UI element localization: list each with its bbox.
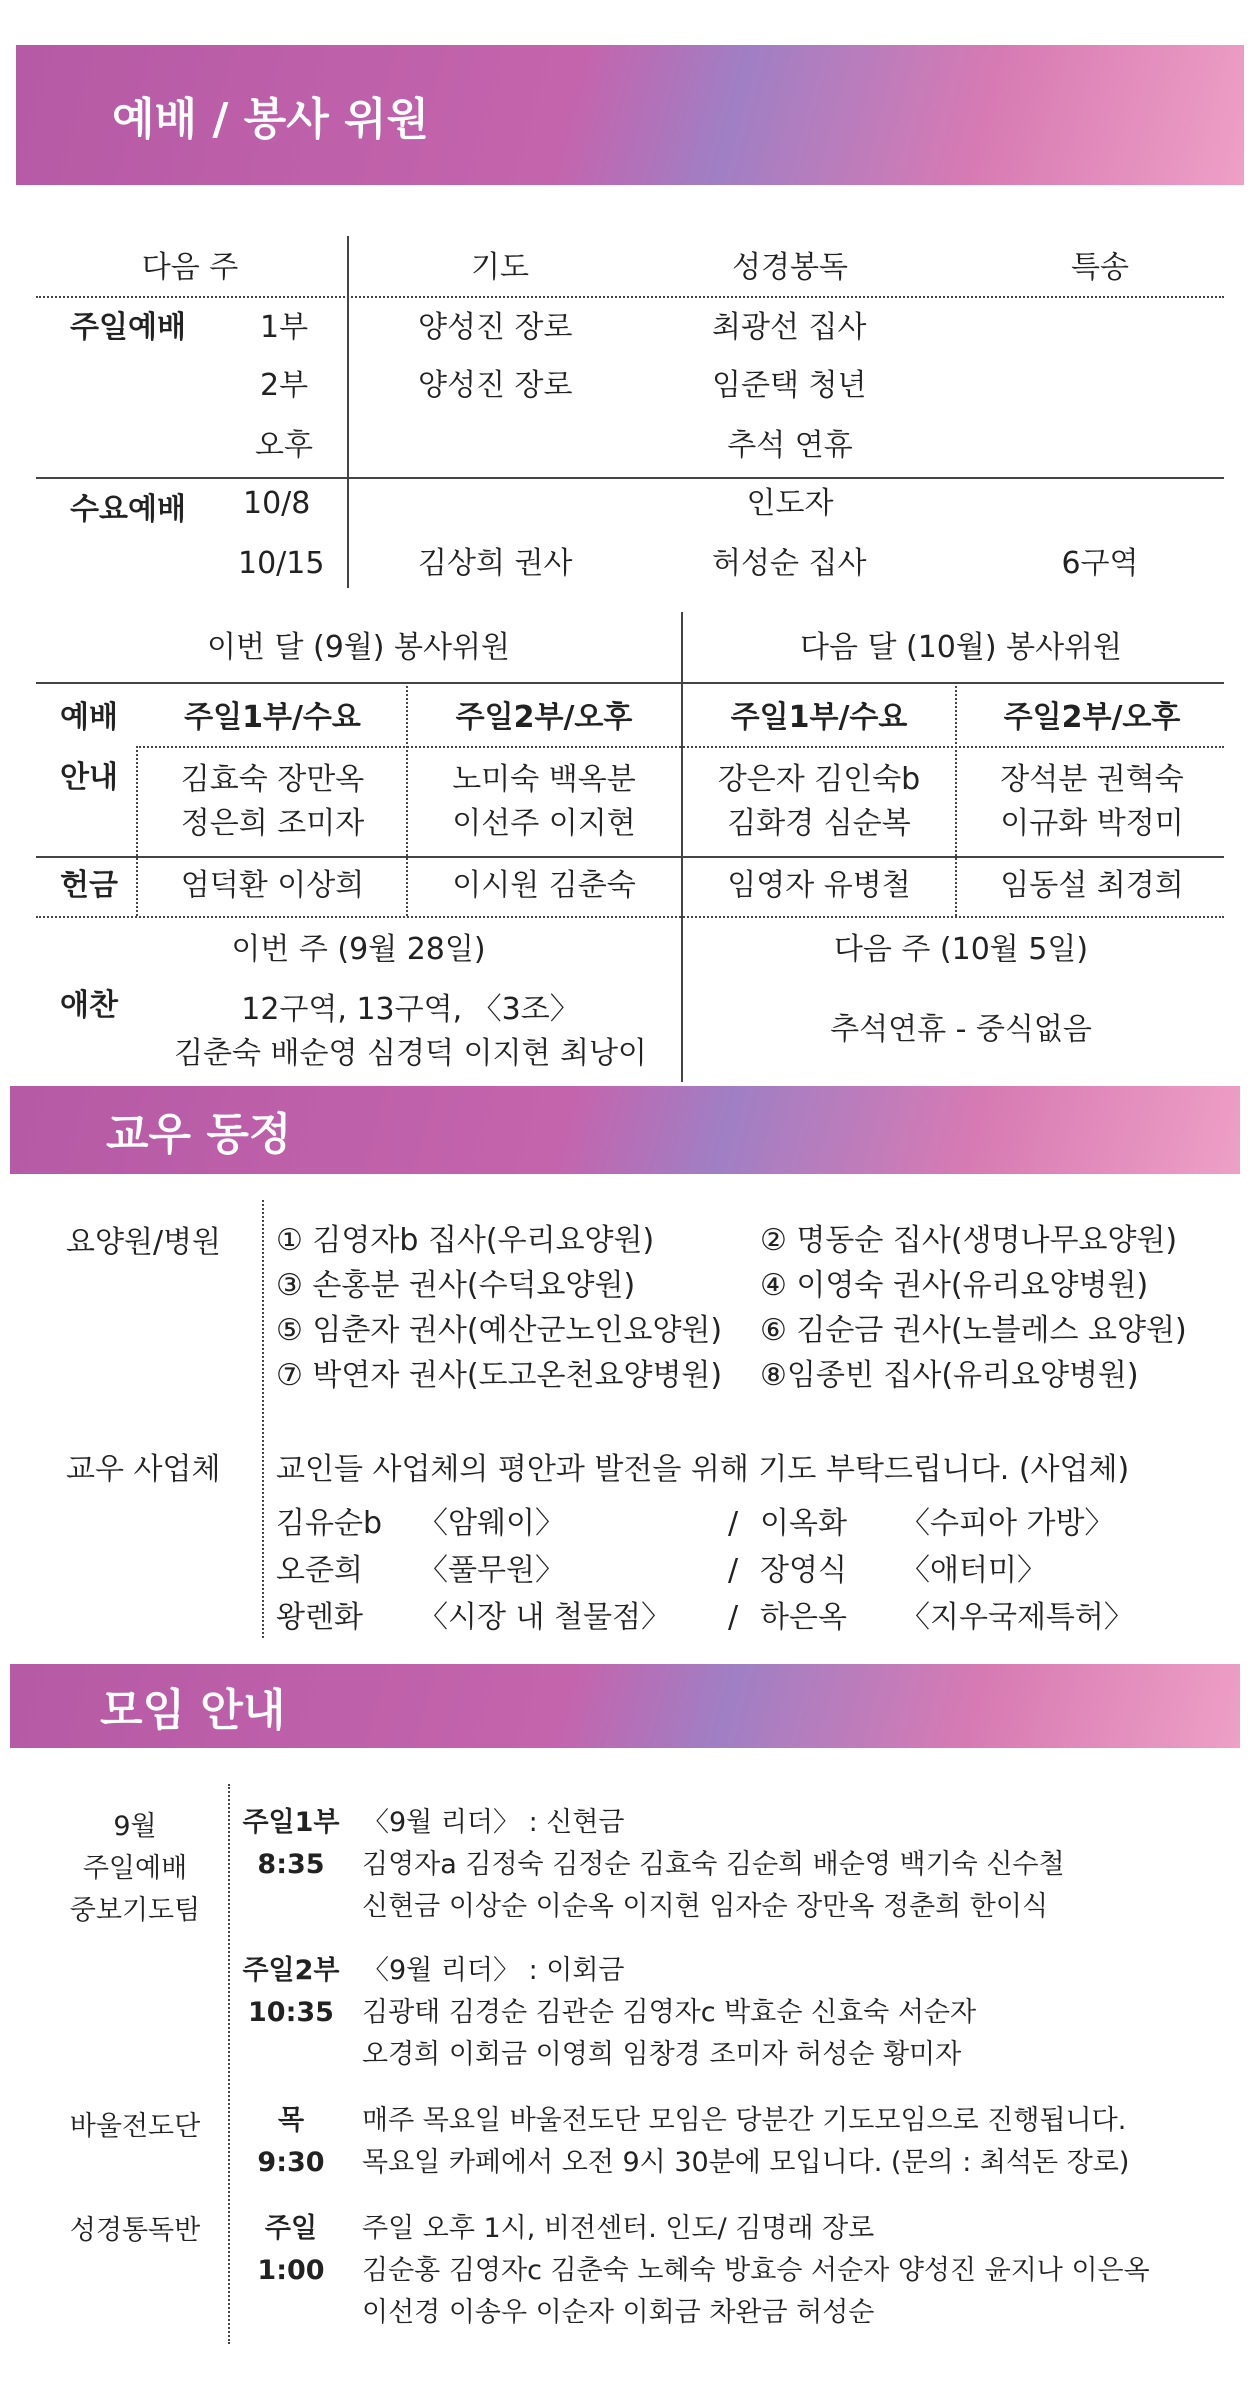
business-name: 〈풀무원〉 bbox=[418, 1553, 565, 1588]
row-prayer: 양성진 장로 bbox=[418, 368, 573, 403]
header-reading: 성경봉독 bbox=[732, 250, 848, 285]
usher-names: 노미숙 백옥분 bbox=[452, 762, 636, 797]
usher-names: 강은자 김인숙b bbox=[717, 762, 921, 797]
group-line: 〈9월 리더〉 : 신현금 bbox=[362, 1807, 625, 1838]
divider bbox=[136, 746, 1224, 748]
row-merged: 추석 연휴 bbox=[727, 428, 853, 463]
section-header-worship bbox=[16, 45, 1244, 185]
divider bbox=[36, 856, 1224, 858]
row-sub: 2부 bbox=[260, 368, 309, 403]
hospital-label: 요양원/병원 bbox=[66, 1225, 222, 1260]
prayer-team-label: 주일예배 bbox=[82, 1853, 188, 1884]
business-owner: 이옥화 bbox=[760, 1506, 847, 1541]
this-month-title: 이번 달 (9월) 봉사위원 bbox=[207, 630, 510, 665]
row-sub: 10/15 bbox=[238, 546, 325, 581]
this-week-groups: 12구역, 13구역, 〈3조〉 bbox=[241, 992, 580, 1027]
meal-label: 애찬 bbox=[60, 988, 118, 1023]
col-header: 주일1부/수요 bbox=[184, 700, 361, 735]
usher-names: 김효숙 장만옥 bbox=[180, 762, 365, 797]
next-week-note: 추석연휴 - 중식없음 bbox=[830, 1012, 1092, 1047]
business-name: 〈수피아 가방〉 bbox=[900, 1506, 1115, 1541]
row-merged: 인도자 bbox=[746, 486, 834, 521]
business-slash: / bbox=[728, 1506, 739, 1541]
hospital-item: ① 김영자b 집사(우리요양원) bbox=[276, 1223, 655, 1258]
row-sub: 1부 bbox=[260, 310, 309, 345]
hospital-item: ⑦ 박연자 권사(도고온천요양병원) bbox=[276, 1358, 723, 1393]
col-header: 주일2부/오후 bbox=[455, 700, 633, 735]
col-header: 주일2부/오후 bbox=[1003, 700, 1181, 735]
hospital-item: ⑧임종빈 집사(유리요양병원) bbox=[760, 1358, 1139, 1393]
sunday-label: 주일예배 bbox=[70, 310, 186, 345]
section-title: 예배 / 봉사 위원 bbox=[112, 94, 430, 145]
usher-names: 이선주 이지현 bbox=[452, 806, 636, 841]
header-special-song: 특송 bbox=[1071, 250, 1129, 285]
group-time: 10:35 bbox=[248, 1997, 334, 2028]
offering-names: 이시원 김춘숙 bbox=[452, 868, 636, 903]
business-owner: 하은옥 bbox=[760, 1600, 847, 1635]
divider bbox=[136, 746, 138, 916]
divider bbox=[36, 682, 1224, 684]
row-sub: 10/8 bbox=[243, 486, 311, 521]
offering-names: 임동설 최경희 bbox=[1000, 868, 1184, 903]
group-time: 8:35 bbox=[257, 1849, 325, 1880]
prayer-team-label: 9월 bbox=[113, 1811, 157, 1842]
divider bbox=[36, 477, 1224, 479]
row-reading: 최광선 집사 bbox=[712, 310, 867, 345]
row-prayer: 양성진 장로 bbox=[418, 310, 573, 345]
business-name: 〈애터미〉 bbox=[900, 1553, 1047, 1588]
bible-reading-label: 성경통독반 bbox=[69, 2215, 201, 2246]
usher-names: 이규화 박정미 bbox=[1000, 806, 1184, 841]
business-intro: 교인들 사업체의 평안과 발전을 위해 기도 부탁드립니다. (사업체) bbox=[276, 1452, 1130, 1487]
paul-team-label: 바울전도단 bbox=[69, 2111, 201, 2142]
group-time: 1:00 bbox=[257, 2255, 325, 2286]
this-week-names: 김춘숙 배순영 심경덕 이지현 최낭이 bbox=[174, 1036, 647, 1071]
row-reading: 임준택 청년 bbox=[712, 368, 867, 403]
divider bbox=[36, 916, 1224, 918]
row-sub: 오후 bbox=[255, 428, 313, 463]
group-line: 주일 오후 1시, 비전센터. 인도/ 김명래 장로 bbox=[362, 2213, 875, 2244]
group-day: 목 bbox=[277, 2105, 305, 2136]
group-line: 김영자a 김정숙 김정순 김효숙 김순희 배순영 백기숙 신수철 bbox=[362, 1849, 1065, 1880]
offering-names: 임영자 유병철 bbox=[727, 868, 911, 903]
offering-label: 헌금 bbox=[60, 868, 118, 903]
section-title: 모임 안내 bbox=[100, 1685, 286, 1736]
business-label: 교우 사업체 bbox=[66, 1452, 221, 1487]
usher-names: 장석분 권혁숙 bbox=[1000, 762, 1184, 797]
group-line: 이선경 이송우 이순자 이회금 차완금 허성순 bbox=[362, 2297, 875, 2328]
usher-names: 김화경 심순복 bbox=[727, 806, 911, 841]
divider bbox=[36, 296, 1224, 298]
row-reading: 허성순 집사 bbox=[712, 546, 867, 581]
divider bbox=[347, 236, 349, 588]
next-month-title: 다음 달 (10월) 봉사위원 bbox=[799, 630, 1123, 665]
section-header-fellowship bbox=[10, 1086, 1240, 1174]
this-week-title: 이번 주 (9월 28일) bbox=[231, 932, 486, 967]
usher-names: 정은희 조미자 bbox=[180, 806, 365, 841]
business-owner: 김유순b bbox=[276, 1506, 382, 1541]
hospital-item: ⑥ 김순금 권사(노블레스 요양원) bbox=[760, 1313, 1187, 1348]
hospital-item: ③ 손홍분 권사(수덕요양원) bbox=[276, 1268, 636, 1303]
usher-label: 예배 bbox=[60, 700, 118, 735]
group-line: 오경희 이회금 이영희 임창경 조미자 허성순 황미자 bbox=[362, 2039, 962, 2070]
col-header: 주일1부/수요 bbox=[730, 700, 908, 735]
business-name: 〈암웨이〉 bbox=[418, 1506, 565, 1541]
business-slash: / bbox=[728, 1553, 739, 1588]
prayer-team-label: 중보기도팀 bbox=[69, 1895, 201, 1926]
business-name: 〈시장 내 철물점〉 bbox=[418, 1600, 671, 1635]
business-owner: 장영식 bbox=[760, 1553, 847, 1588]
group-line: 목요일 카페에서 오전 9시 30분에 모입니다. (문의 : 최석돈 장로) bbox=[362, 2147, 1130, 2178]
divider bbox=[262, 1200, 264, 1638]
hospital-item: ② 명동순 집사(생명나무요양원) bbox=[760, 1223, 1178, 1258]
hospital-item: ④ 이영숙 권사(유리요양병원) bbox=[760, 1268, 1149, 1303]
group-line: 〈9월 리더〉 : 이회금 bbox=[362, 1955, 625, 1986]
offering-names: 엄덕환 이상희 bbox=[180, 868, 365, 903]
business-owner: 왕렌화 bbox=[276, 1600, 363, 1635]
business-name: 〈지우국제특허〉 bbox=[900, 1600, 1134, 1635]
group-line: 매주 목요일 바울전도단 모임은 당분간 기도모임으로 진행됩니다. bbox=[362, 2105, 1127, 2136]
group-day: 주일1부 bbox=[242, 1807, 340, 1838]
group-line: 신현금 이상순 이순옥 이지현 임자순 장만옥 정춘희 한이식 bbox=[362, 1891, 1049, 1922]
header-next-week: 다음 주 bbox=[141, 250, 239, 285]
section-header-meetings bbox=[10, 1664, 1240, 1748]
row-special-song: 6구역 bbox=[1061, 546, 1139, 581]
group-day: 주일2부 bbox=[242, 1955, 340, 1986]
business-owner: 오준희 bbox=[276, 1553, 363, 1588]
wed-label: 수요예배 bbox=[70, 492, 186, 527]
row-prayer: 김상희 권사 bbox=[418, 546, 573, 581]
divider bbox=[228, 1784, 230, 2344]
business-slash: / bbox=[728, 1600, 739, 1635]
group-day: 주일 bbox=[264, 2213, 318, 2244]
hospital-item: ⑤ 임춘자 권사(예산군노인요양원) bbox=[276, 1313, 723, 1348]
next-week-title: 다음 주 (10월 5일) bbox=[833, 932, 1089, 967]
section-title: 교우 동정 bbox=[106, 1109, 292, 1160]
group-line: 김광태 김경순 김관순 김영자c 박효순 신효숙 서순자 bbox=[362, 1997, 977, 2028]
usher-label: 안내 bbox=[60, 760, 118, 795]
header-prayer: 기도 bbox=[471, 250, 529, 285]
group-time: 9:30 bbox=[257, 2147, 325, 2178]
group-line: 김순홍 김영자c 김춘숙 노혜숙 방효승 서순자 양성진 윤지나 이은옥 bbox=[362, 2255, 1150, 2286]
